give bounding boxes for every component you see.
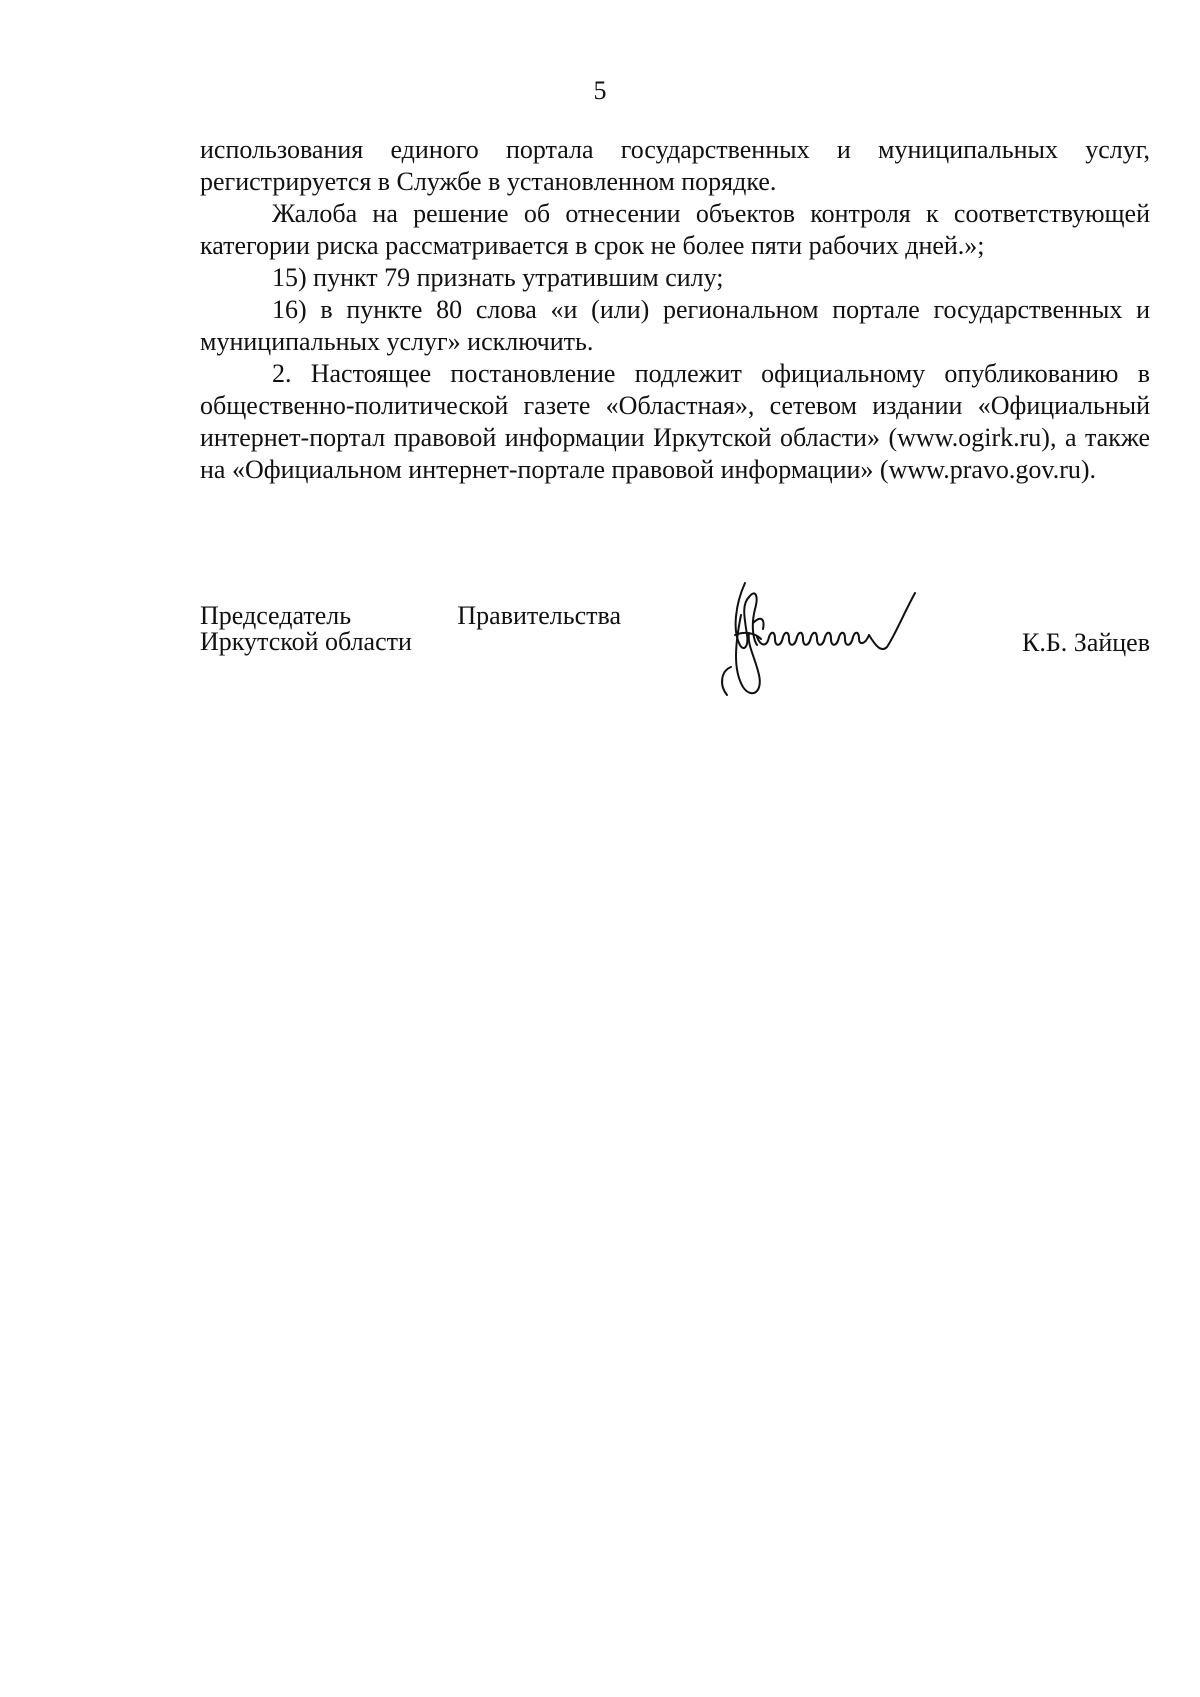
- signatory-title-word1: Председатель: [200, 601, 352, 630]
- paragraph-publication: 2. Настоящее постановление подлежит официальному опубликованию в общественно-политической газете «Областная», сетевом издании «Официальный интернет-портал правовой информации Иркутской области» (www.ogirk.ru), а также на «Официальном интернет-портале правовой информации» (www.pravo.gov.ru).: [200, 359, 1150, 484]
- handwritten-signature: [705, 575, 955, 715]
- paragraph-complaint: Жалоба на решение об отнесении объектов контроля к соответствующей категории риска рассматривается в срок не более пяти рабочих дней.»;: [200, 199, 1150, 260]
- paragraph-item-15: 15) пункт 79 признать утратившим силу;: [272, 263, 724, 292]
- signatory-title: [200, 603, 621, 655]
- signatory-title-line2: Иркутской области: [200, 627, 412, 656]
- page-number: 5: [593, 76, 607, 105]
- paragraph-continuation: использования единого портала государственных и муниципальных услуг, регистрируется в Службе в установленном порядке.: [200, 135, 1150, 196]
- paragraph-item-16: 16) в пункте 80 слова «и (или) региональном портале государственных и муниципальных услуг» исключить.: [200, 295, 1150, 356]
- signatory-title-word2: Правительства: [457, 601, 621, 630]
- signatory-name: К.Б. Зайцев: [1022, 628, 1150, 657]
- document-body: [200, 134, 1150, 486]
- signatory-title-line1: [200, 603, 621, 629]
